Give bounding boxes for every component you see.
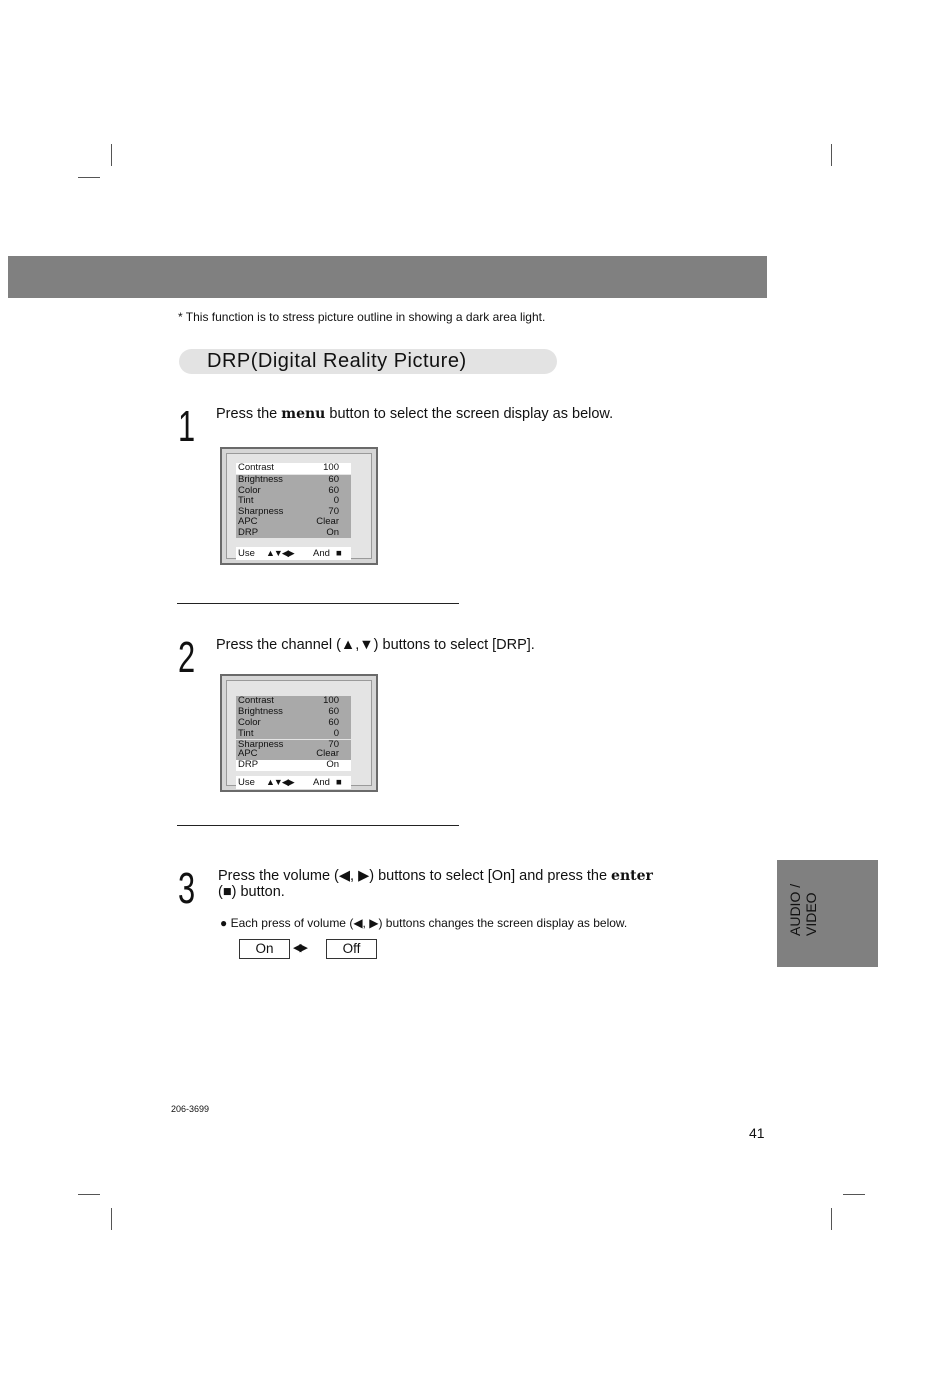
side-tab-line2: VIDEO <box>803 892 819 936</box>
header-band <box>8 256 767 298</box>
osd-menu-1 <box>220 447 378 565</box>
toggle-on-box: On <box>239 939 290 959</box>
menu-footer: Use ▲▼◀▶ And ■ <box>236 776 351 789</box>
step-2-number: 2 <box>178 633 196 682</box>
step-3-text <box>218 868 653 900</box>
crop-mark <box>843 1194 865 1195</box>
section-title: DRP(Digital Reality Picture) <box>207 350 467 372</box>
document-code: 206-3699 <box>171 1104 210 1114</box>
crop-mark <box>78 1194 100 1195</box>
bullet-note <box>220 916 627 930</box>
step-1-text <box>216 406 613 422</box>
section-side-tab <box>777 860 878 967</box>
crop-mark <box>831 144 832 166</box>
toggle-off-box: Off <box>326 939 377 959</box>
enter-button-label: enter <box>611 868 653 884</box>
step-1-number: 1 <box>178 402 196 451</box>
menu-row-contrast: Contrast 100 <box>236 463 351 474</box>
menu-row-drp: DRP On <box>236 528 351 539</box>
menu-row-apc: APC Clear <box>236 749 351 760</box>
enter-icon: ■ <box>336 548 342 559</box>
menu-row-contrast: Contrast 100 <box>236 696 351 707</box>
menu-row-color: Color 60 <box>236 486 351 497</box>
menu-row-apc: APC Clear <box>236 517 351 528</box>
crop-mark <box>78 177 100 178</box>
step-3-number: 3 <box>178 864 196 913</box>
menu-footer: Use ▲▼◀▶ And ■ <box>236 547 351 560</box>
bullet-text: Each press of volume (◀, ▶) buttons changes the screen display as below. <box>230 916 628 930</box>
divider <box>177 825 459 826</box>
section-title-pill <box>179 349 557 374</box>
enter-icon: ■ <box>336 777 342 788</box>
menu-row-sharpness: Sharpness 70 <box>236 507 351 518</box>
arrow-keys-icon: ▲▼◀▶ <box>266 777 294 787</box>
arrow-keys-icon: ▲▼◀▶ <box>266 548 294 558</box>
crop-mark <box>111 1208 112 1230</box>
page-number: 41 <box>749 1125 765 1141</box>
side-tab-label <box>787 884 819 936</box>
toggle-arrow-icon: ◀▶ <box>293 942 306 954</box>
step-3-text-pre: Press the volume (◀, ▶) buttons to select [On] and press the <box>218 868 612 884</box>
step-1-text-post: button to select the screen display as below. <box>325 406 614 422</box>
menu-row-brightness: Brightness 60 <box>236 475 351 486</box>
bullet-icon: ● <box>220 916 228 930</box>
side-tab-line1: AUDIO / <box>787 883 803 936</box>
menu-row-tint: Tint 0 <box>236 496 351 507</box>
menu-row-color: Color 60 <box>236 718 351 729</box>
menu-row-sharpness: Sharpness 70 <box>236 740 351 751</box>
step-2-text: Press the channel (▲,▼) buttons to select [DRP]. <box>216 637 535 653</box>
crop-mark <box>111 144 112 166</box>
divider <box>177 603 459 604</box>
step-3-text-line2: (■) button. <box>218 884 285 900</box>
crop-mark <box>831 1208 832 1230</box>
menu-button-label: menu <box>281 406 326 422</box>
step-1-text-pre: Press the <box>216 406 282 422</box>
osd-menu-2 <box>220 674 378 792</box>
menu-row-tint: Tint 0 <box>236 729 351 740</box>
menu-row-drp: DRP On <box>236 760 351 771</box>
function-note: * This function is to stress picture outline in showing a dark area light. <box>178 310 546 324</box>
menu-row-brightness: Brightness 60 <box>236 707 351 718</box>
